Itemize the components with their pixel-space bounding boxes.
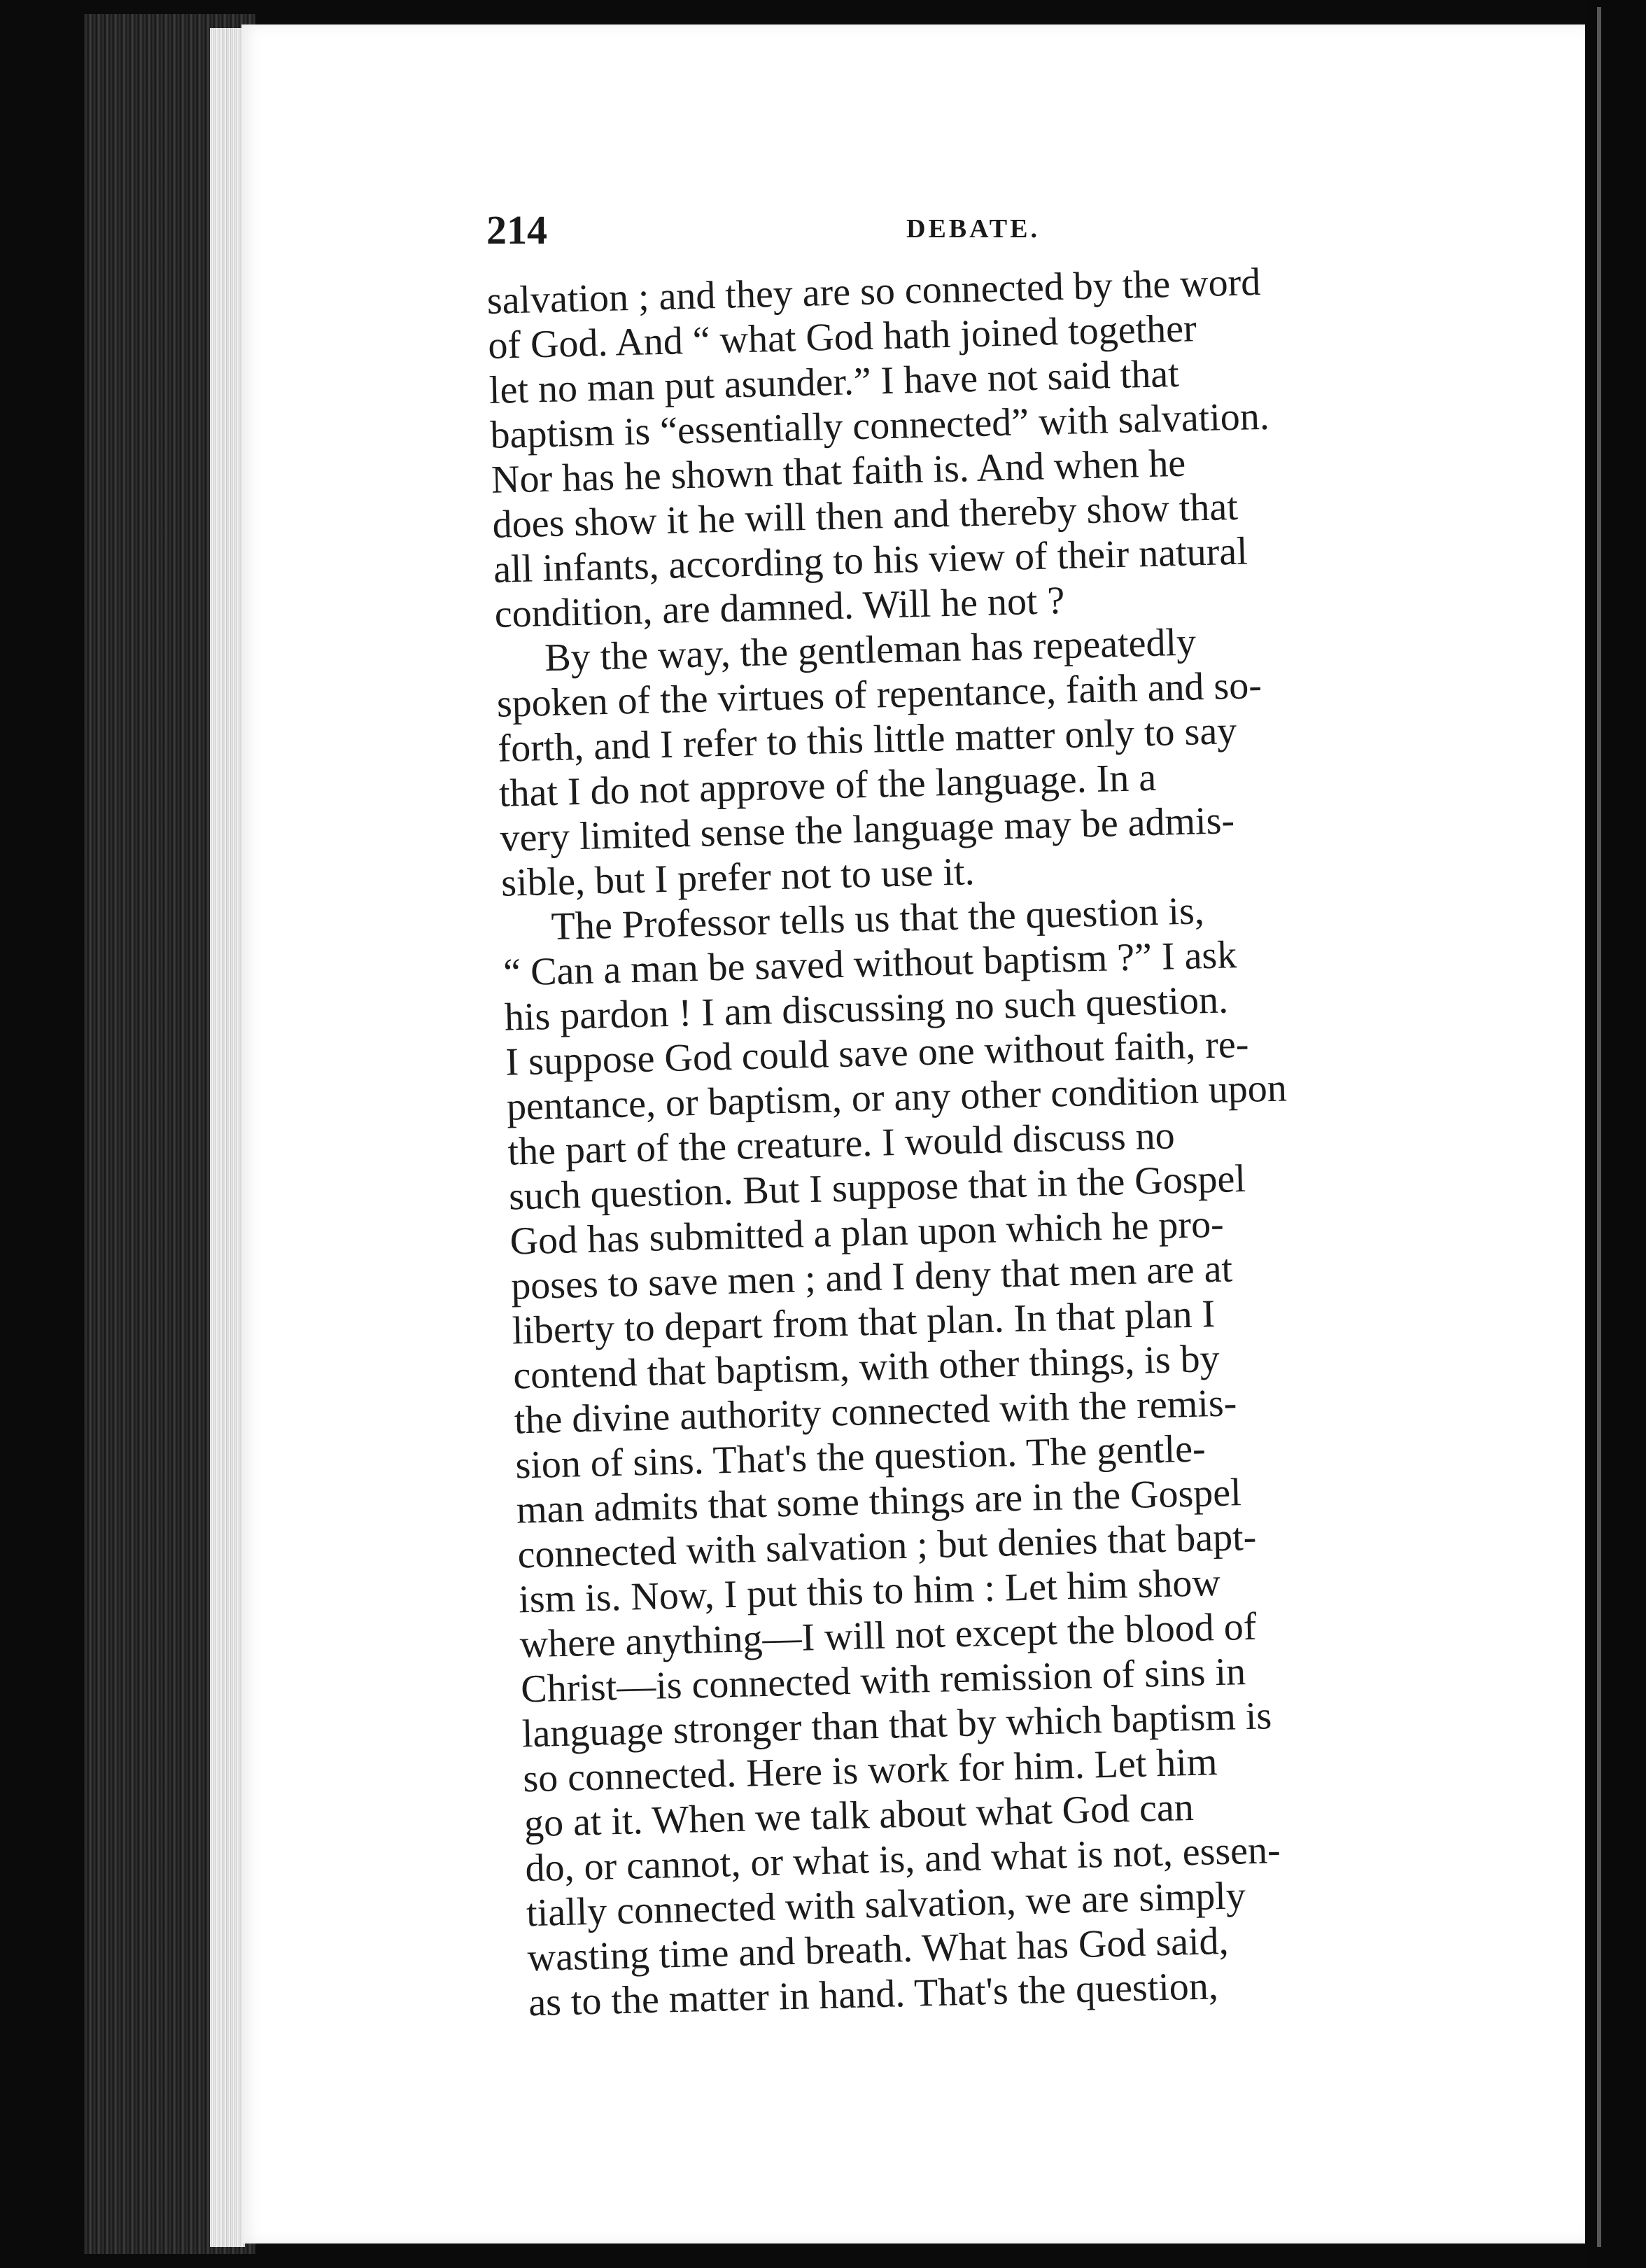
book-page — [241, 24, 1585, 2244]
text-line: wasting time and breath. What has God said, — [526, 1919, 1230, 1980]
text-line: sion of sins. That's the question. The gentle- — [514, 1427, 1207, 1488]
page-number: 214 — [486, 207, 547, 253]
body-text — [486, 248, 1646, 2110]
text-line: “ Can a man be saved without baptism ?” I ask — [502, 933, 1237, 995]
text-line: that I do not approve of the language. In a — [498, 755, 1157, 816]
text-line: baptism is “essentially connected” with salvation. — [489, 394, 1270, 457]
text-line: spoken of the virtues of repentance, faith and so- — [496, 664, 1262, 726]
text-line: condition, are damned. Will he not ? — [494, 578, 1066, 636]
text-line: tially connected with salvation, we are simply — [526, 1874, 1246, 1935]
text-line: connected with salvation ; but denies that bapt- — [516, 1515, 1258, 1577]
running-title: DEBATE. — [906, 214, 1040, 244]
text-line: Nor has he shown that faith is. And when he — [491, 441, 1186, 502]
text-line: all infants, according to his view of their natural — [493, 529, 1248, 592]
text-line: poses to save men ; and I deny that men are at — [510, 1247, 1233, 1308]
text-line: the part of the creature. I would discuss no — [507, 1114, 1176, 1174]
text-line: liberty to depart from that plan. In that plan I — [512, 1292, 1216, 1353]
text-line: the divine authority connected with the remis- — [514, 1381, 1237, 1443]
text-line: Christ—is connected with remission of sins in — [520, 1650, 1246, 1712]
text-line: let no man put asunder.” I have not said that — [488, 351, 1180, 412]
text-line: as to the matter in hand. That's the question, — [528, 1964, 1219, 2025]
text-line: salvation ; and they are so connected by the word — [486, 260, 1261, 323]
paragraph-start-line: The Professor tells us that the question is, — [550, 889, 1205, 949]
text-line: very limited sense the language may be admis- — [499, 799, 1235, 860]
text-line: language stronger than that by which baptism is — [521, 1694, 1272, 1756]
text-line: ism is. Now, I put this to him : Let him show — [518, 1560, 1221, 1622]
text-line: I suppose God could save one without faith, re- — [505, 1022, 1250, 1084]
paragraph-start-line: By the way, the gentleman has repeatedly — [544, 620, 1197, 680]
text-line: sible, but I prefer not to use it. — [500, 850, 976, 905]
text-line: pentance, or baptism, or any other condition upon — [506, 1066, 1288, 1129]
text-line: so connected. Here is work for him. Let him — [522, 1740, 1218, 1801]
text-line: where anything—I will not except the blood of — [519, 1604, 1258, 1667]
text-line: do, or cannot, or what is, and what is not, essen- — [524, 1828, 1281, 1891]
text-line: does show it he will then and thereby show that — [491, 484, 1239, 547]
text-line: of God. And “ what God hath joined together — [487, 307, 1197, 368]
text-line: contend that baptism, with other things, is by — [512, 1336, 1221, 1398]
text-line: God has submitted a plan upon which he pro- — [509, 1202, 1225, 1264]
text-line: go at it. When we talk about what God can — [523, 1785, 1195, 1846]
text-line: forth, and I refer to this little matter only to say — [497, 709, 1237, 771]
text-line: such question. But I suppose that in the Gospel — [508, 1156, 1246, 1219]
page-edges — [210, 28, 245, 2247]
text-line: his pardon ! I am discussing no such question. — [504, 978, 1229, 1040]
text-line: man admits that some things are in the Gospel — [516, 1471, 1242, 1532]
